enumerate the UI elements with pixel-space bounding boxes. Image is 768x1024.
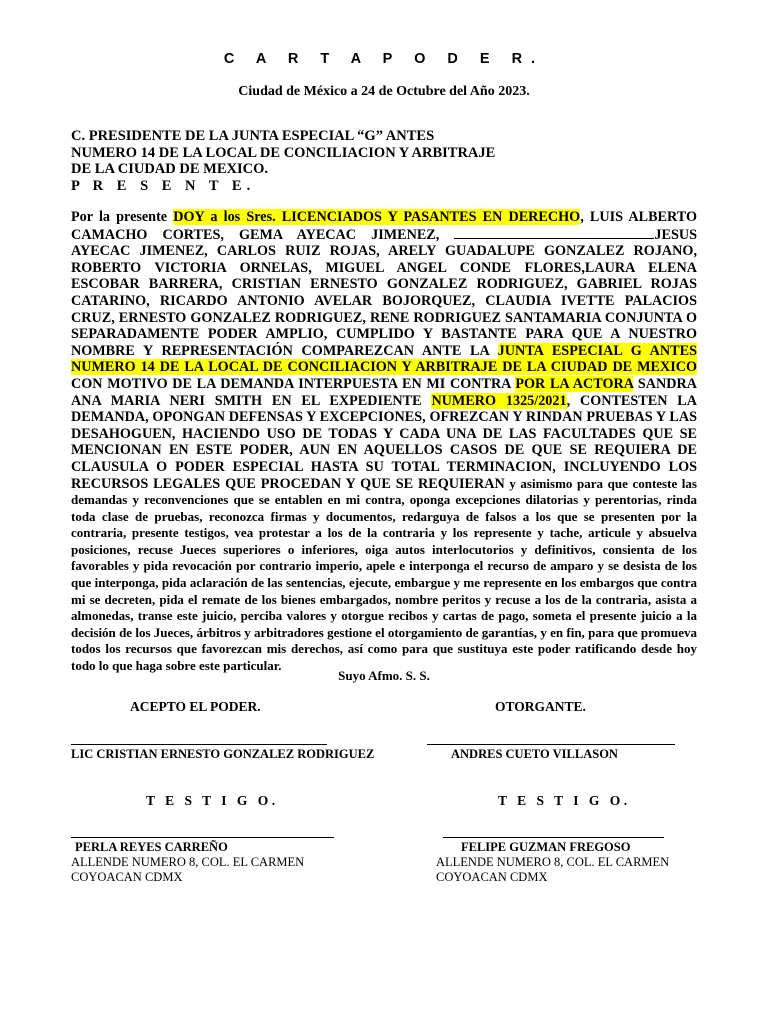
signature-line-acepto — [71, 744, 327, 745]
testigo-right-address-line-2: COYOACAN CDMX — [436, 870, 548, 884]
highlight-actora: POR LA ACTORA — [515, 375, 634, 392]
highlight-expediente: NUMERO 1325/2021 — [431, 392, 567, 409]
body-text-6: , CONTESTEN LA DEMANDA, OPONGAN DEFENSAS Y EXCEPCIONES, OFREZCAN Y RINDAN PRUEBAS Y LAS DESAHOGUEN, HACIENDO USO DE TODAS Y CADA UNA DE LAS FACULTADES QUE SE MENCIONAN EN ESTE PODER, AUN EN AQUELLOS CASOS DE QUE SE REQUIERA DE CLAUSULA O PODER ESPECIAL HASTA SU TOTAL TERMINACION, INCLUYENDO LOS RECURSOS LEGALES QUE PROCEDAN Y QUE SE REQUIERAN — [71, 392, 697, 492]
addressee-presente: P R E S E N T E. — [71, 177, 256, 194]
otorgante-label: OTORGANTE. — [495, 699, 586, 714]
highlight-licenciados: DOY a los Sres. LICENCIADOS Y PASANTES EN DERECHO — [173, 209, 581, 225]
signature-line-testigo-left — [71, 837, 334, 838]
body-paragraph — [71, 209, 697, 675]
body-text-1: Por la presente — [71, 209, 174, 225]
dateline: Ciudad de México a 24 de Octubre del Año 2023. — [238, 84, 530, 99]
otorgante-name: ANDRES CUETO VILLASON — [451, 747, 618, 761]
testigo-right-label: T E S T I G O. — [498, 793, 631, 808]
signature-line-testigo-right — [443, 837, 664, 838]
document-title: C A R T A P O D E R. — [223, 51, 545, 67]
testigo-left-name: PERLA REYES CARREÑO — [75, 840, 228, 854]
acepto-label: ACEPTO EL PODER. — [130, 699, 261, 714]
addressee-line-3: DE LA CIUDAD DE MEXICO. — [71, 161, 268, 177]
testigo-left-address-line-2: COYOACAN CDMX — [71, 870, 183, 884]
testigo-left-address — [71, 855, 304, 885]
body-text-3: JESUS AYECAC JIMENEZ, CARLOS RUIZ ROJAS, ARELY GUADALUPE GONZALEZ ROJANO, ROBERTO VICTORIA ORNELAS, MIGUEL ANGEL CONDE FLORES,LAURA ELENA ESCOBAR BARRERA, CRISTIAN ERNESTO GONZALEZ RODRIGUEZ, GABRIEL ROJAS CATARINO, RICARDO ANTONIO AVELAR BOJORQUEZ, CLAUDIA IVETTE PALACIOS CRUZ, ERNESTO GONZALEZ RODRIGUEZ, RENE RODRIGUEZ SANTAMARIA CONJUNTA O SEPARADAMENTE PODER AMPLIO, CUMPLIDO Y BASTANTE PARA QUE A NUESTRO NOMBRE Y REPRESENTACIÓN COMPAREZCAN ANTE LA — [71, 226, 697, 359]
highlight-junta: JUNTA ESPECIAL G ANTES NUMERO 14 DE LA LOCAL DE CONCILIACION Y ARBITRAJE DE LA CIUDAD DE MEXICO — [71, 342, 697, 376]
signature-line-otorgante — [427, 744, 675, 745]
body-text-5: SANDRA ANA MARIA NERI SMITH EN EL EXPEDIENTE — [71, 375, 698, 409]
addressee-line-1: C. PRESIDENTE DE LA JUNTA ESPECIAL “G” ANTES — [71, 128, 435, 144]
addressee-block — [71, 128, 711, 194]
body-text-7: y asimismo para que conteste las demandas y reconvenciones que se entablen en mi contra, oponga excepciones dilatorias y perentorias, rinda toda clase de pruebas, reconozca firmas y documentos, redarguya de falsos a los que se presenten por la contraria, presente testigos, vea protestar a los de la contraria y los represente y tache, articule y absuelva posiciones, recuse Jueces superiores o inferiores, oiga autos interlocutorios y definitivos, consienta de los favorables y pida revocación por contrario imperio, apele e interponga el recurso de amparo y se desista de los que interponga, pida aclaración de las sentencias, ejecute, embargue y me represente en los embargos que contra mi se decreten, pida el remate de los bienes embargados, nombre peritos y recuse a los de la contraria, asista a almonedas, transe este juicio, perciba valores y otorgue recibos y cartas de pago, someta el presente juicio a la decisión de los Jueces, árbitros y arbitradores gestione el otorgamiento de garantías, y en fin, para que promueva todos los recursos que favorezcan mis derechos, así como para que sustituya este poder ratificando desde hoy todo lo que haga sobre este particular. — [71, 475, 697, 674]
addressee-line-2: NUMERO 14 DE LA LOCAL DE CONCILIACION Y ARBITRAJE — [71, 144, 496, 161]
body-text-2: , LUIS ALBERTO CAMACHO CORTES, GEMA AYECAC JIMENEZ, — [71, 209, 698, 243]
testigo-left-address-line-1: ALLENDE NUMERO 8, COL. EL CARMEN — [71, 855, 305, 869]
testigo-right-name: FELIPE GUZMAN FREGOSO — [461, 840, 631, 854]
testigo-left-label: T E S T I G O. — [146, 793, 279, 808]
closing-line: Suyo Afmo. S. S. — [338, 668, 430, 683]
testigo-right-address-line-1: ALLENDE NUMERO 8, COL. EL CARMEN — [436, 855, 670, 869]
acepto-name: LIC CRISTIAN ERNESTO GONZALEZ RODRIGUEZ — [71, 747, 375, 761]
blank-fill-line — [454, 226, 654, 239]
testigo-right-address — [436, 855, 669, 885]
body-text-4: CON MOTIVO DE LA DEMANDA INTERPUESTA EN MI CONTRA — [71, 375, 516, 392]
